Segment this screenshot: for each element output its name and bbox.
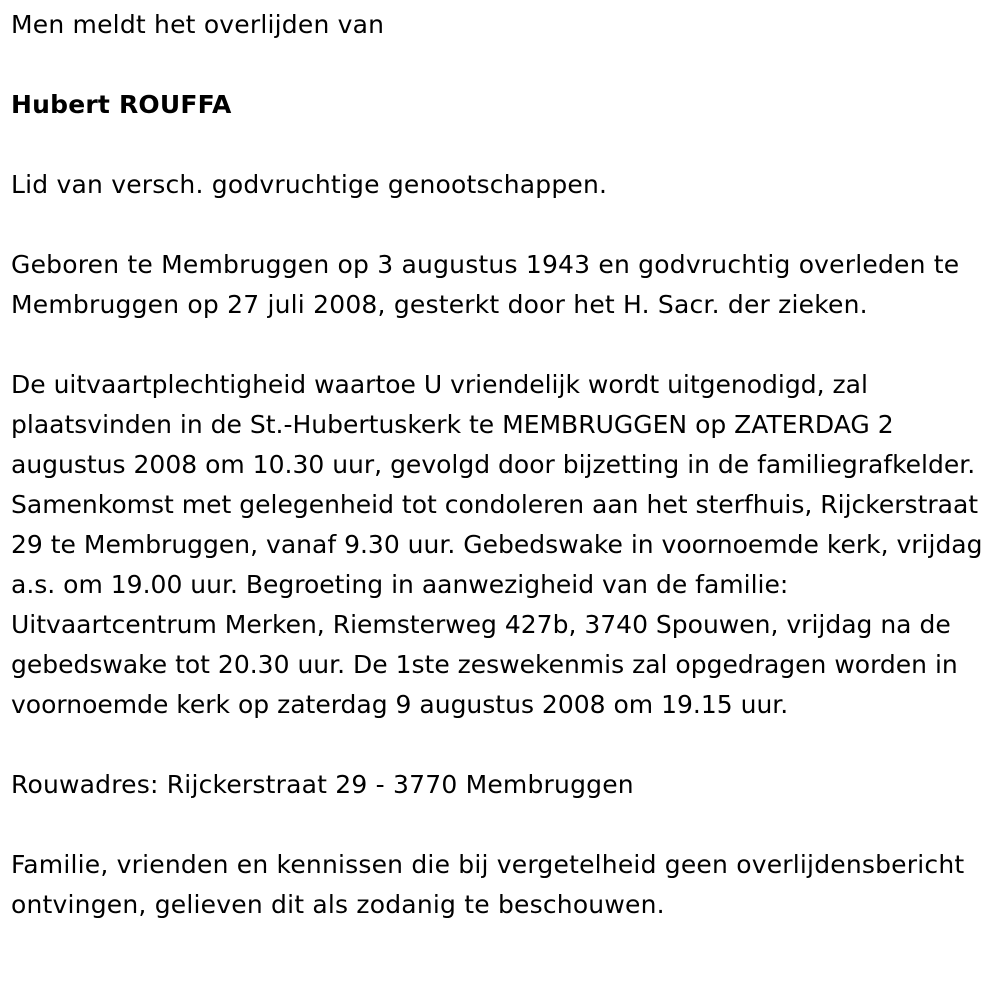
intro-text: Men meldt het overlijden van <box>11 10 385 39</box>
closing-paragraph: Familie, vrienden en kennissen die bij vergetelheid geen overlijdensbericht ontvingen, gelieven dit als zodanig te beschouwen. <box>11 850 965 919</box>
funeral-paragraph: De uitvaartplechtigheid waartoe U vriendelijk wordt uitgenodigd, zal plaatsvinden in de St.-Hubertuskerk te MEMBRUGGEN op ZATERDAG 2 augustus 2008 om 10.30 uur, gevolgd door bijzetting in de familiegrafkelder. Samenkomst met gelegenheid tot condoleren aan het sterfhuis, Rijckerstraat 29 te Membruggen, vanaf 9.30 uur. Gebedswake in voornoemde kerk, vrijdag a.s. om 19.00 uur. Begroeting in aanwezigheid van de familie: Uitvaartcentrum Merken, Riemsterweg 427b, 3740 Spouwen, vrijdag na de gebedswake tot 20.30 uur. De 1ste zeswekenmis zal opgedragen worden in voornoemde kerk op zaterdag 9 augustus 2008 om 19.15 uur. <box>11 370 983 719</box>
birth-death-paragraph: Geboren te Membruggen op 3 augustus 1943 en godvruchtig overleden te Membruggen op 27 juli 2008, gesterkt door het H. Sacr. der zieken. <box>11 250 960 319</box>
mourning-address: Rouwadres: Rijckerstraat 29 - 3770 Membruggen <box>11 770 634 799</box>
membership-text: Lid van versch. godvruchtige genootschappen. <box>11 170 608 199</box>
deceased-name: Hubert ROUFFA <box>11 90 232 119</box>
